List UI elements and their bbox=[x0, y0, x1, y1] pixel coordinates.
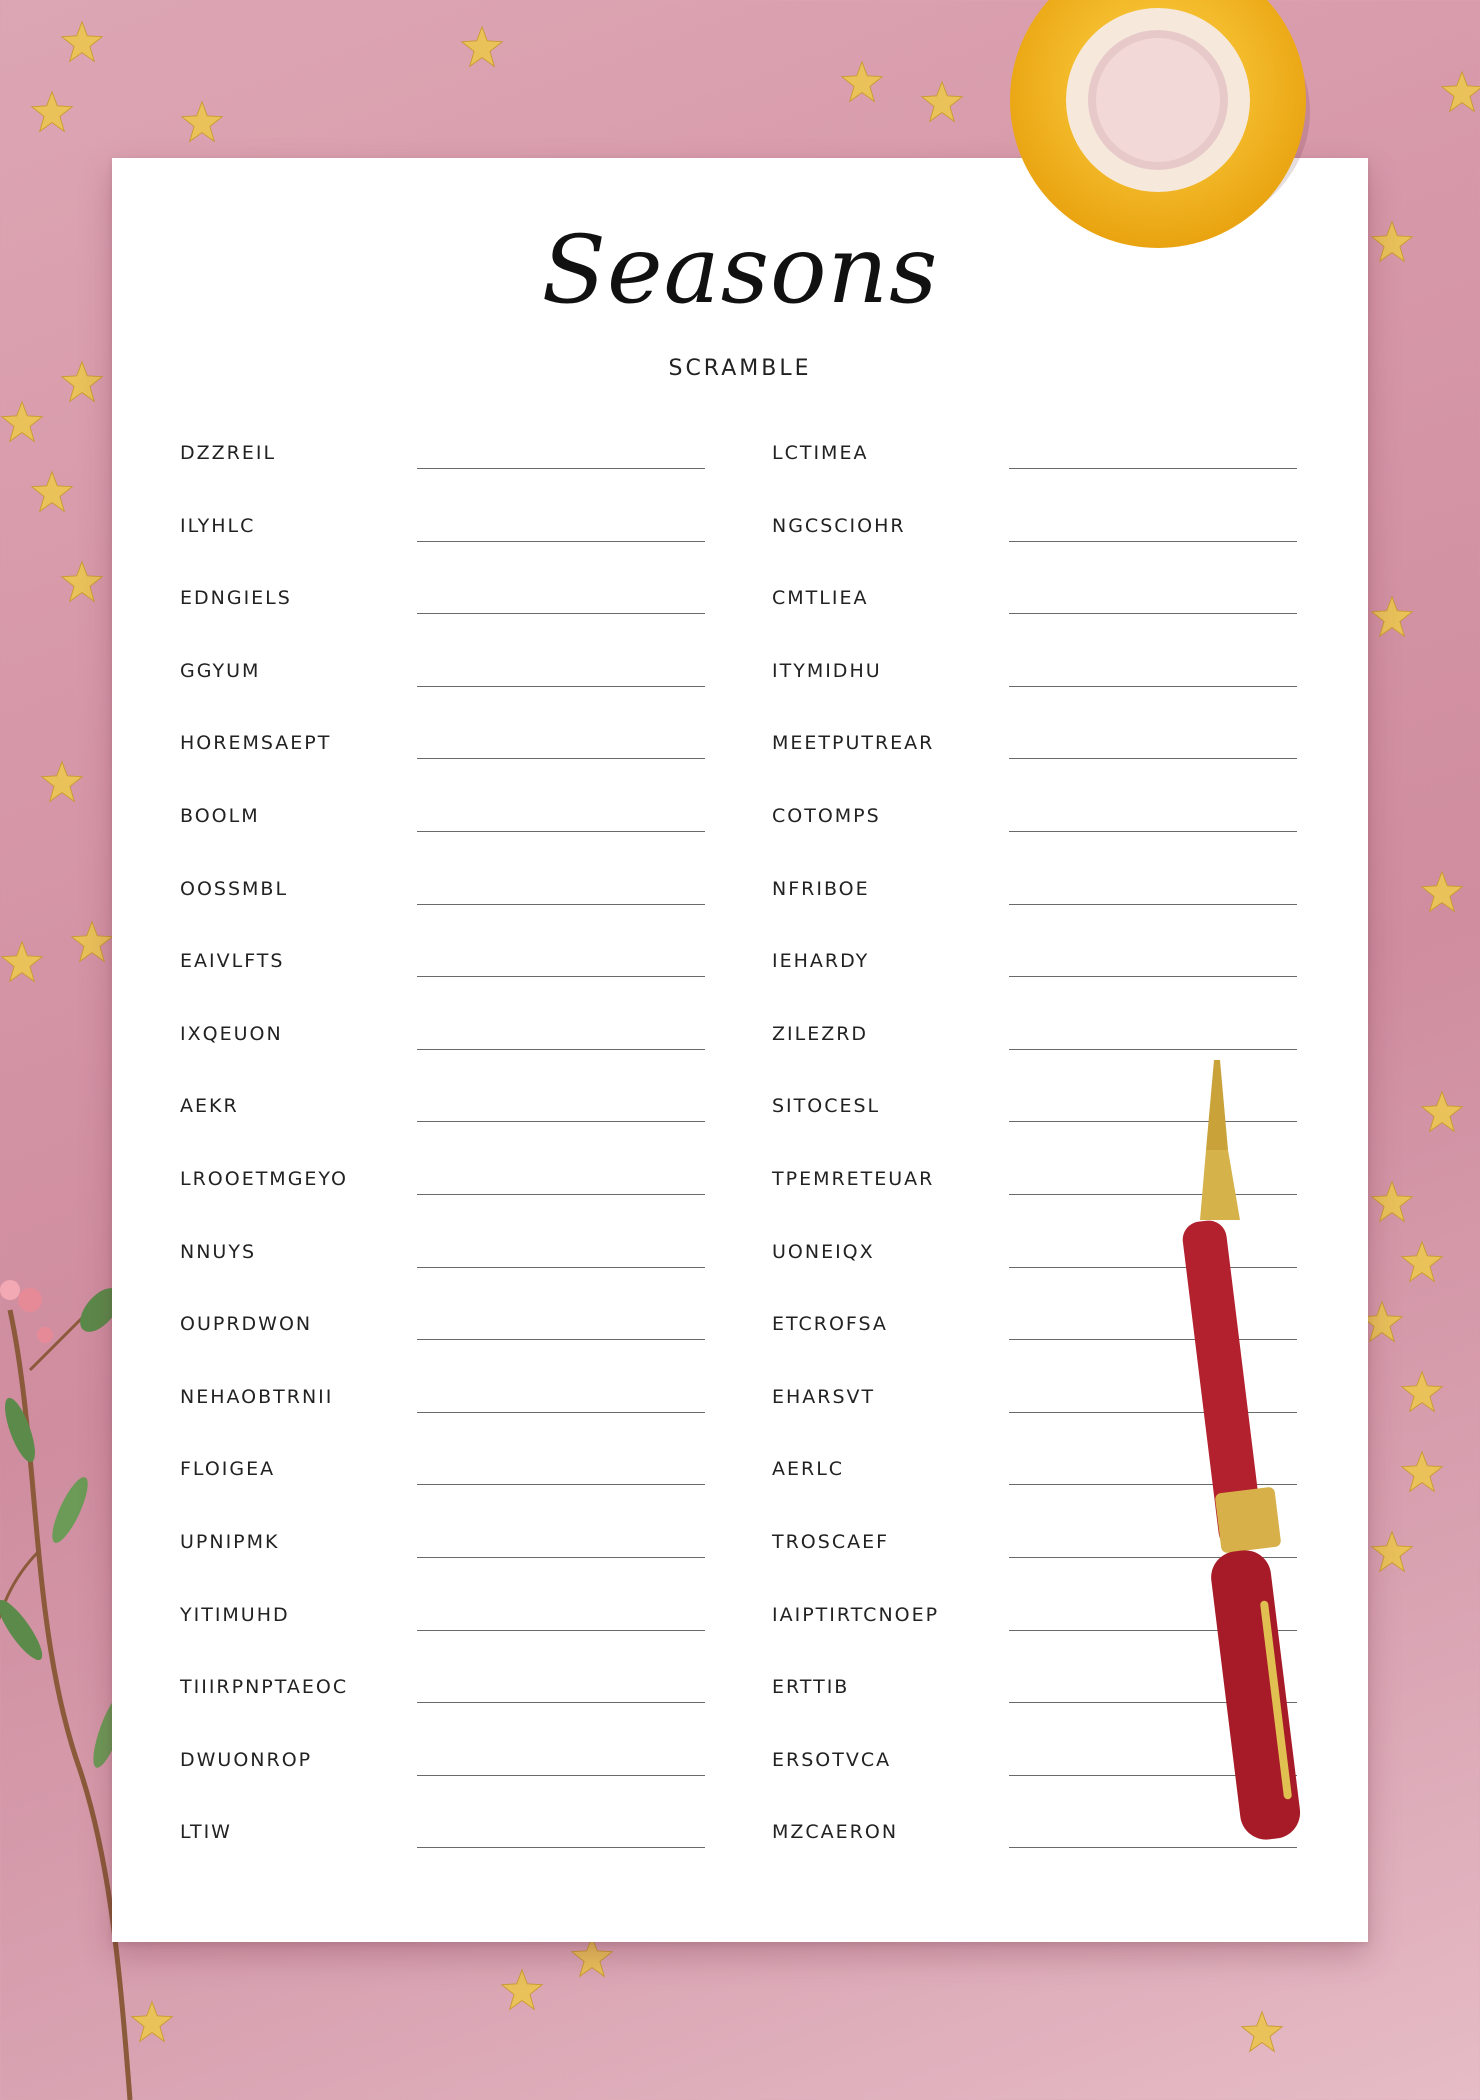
scramble-row bbox=[180, 1370, 705, 1443]
answer-line[interactable] bbox=[1009, 613, 1297, 614]
scrambled-word: EAIVLFTS bbox=[180, 950, 285, 973]
answer-line[interactable] bbox=[1009, 468, 1297, 469]
scrambled-word: NEHAOBTRNII bbox=[180, 1385, 334, 1408]
answer-line[interactable] bbox=[417, 758, 705, 759]
scramble-row bbox=[180, 426, 705, 499]
scrambled-word: IXQEUON bbox=[180, 1022, 283, 1045]
star-icon bbox=[1420, 1090, 1464, 1134]
scrambled-word: DZZREIL bbox=[180, 442, 277, 464]
scrambled-word: MEETPUTREAR bbox=[772, 732, 935, 755]
answer-line[interactable] bbox=[1009, 831, 1297, 832]
answer-line[interactable] bbox=[417, 1775, 705, 1776]
scrambled-word: LCTIMEA bbox=[772, 442, 869, 464]
scrambled-word: ETCROFSA bbox=[772, 1313, 888, 1336]
star-icon bbox=[1370, 1530, 1414, 1574]
scrambled-word: OUPRDWON bbox=[180, 1313, 313, 1336]
star-icon bbox=[40, 760, 84, 804]
left-word-column bbox=[180, 426, 705, 1878]
scrambled-word: ERTTIB bbox=[772, 1676, 850, 1699]
answer-line[interactable] bbox=[1009, 976, 1297, 977]
scramble-row bbox=[180, 1152, 705, 1225]
star-icon bbox=[30, 470, 74, 514]
scrambled-word: UONEIQX bbox=[772, 1240, 875, 1263]
star-icon bbox=[0, 400, 44, 444]
answer-line[interactable] bbox=[417, 1194, 705, 1195]
star-icon bbox=[1240, 2010, 1284, 2054]
answer-line[interactable] bbox=[417, 468, 705, 469]
star-icon bbox=[30, 90, 74, 134]
answer-line[interactable] bbox=[417, 1121, 705, 1122]
star-icon bbox=[1370, 1180, 1414, 1224]
scrambled-word: EHARSVT bbox=[772, 1385, 876, 1408]
star-icon bbox=[1400, 1450, 1444, 1494]
star-icon bbox=[1370, 595, 1414, 639]
star-icon bbox=[1400, 1240, 1444, 1284]
answer-line[interactable] bbox=[417, 1339, 705, 1340]
answer-line[interactable] bbox=[417, 904, 705, 905]
scrambled-word: LROOETMGEYO bbox=[180, 1167, 348, 1190]
scramble-row bbox=[180, 1733, 705, 1806]
answer-line[interactable] bbox=[417, 1484, 705, 1485]
scrambled-word: OOSSMBL bbox=[180, 877, 289, 900]
answer-line[interactable] bbox=[1009, 1049, 1297, 1050]
scrambled-word: IAIPTIRTCNOEP bbox=[772, 1603, 940, 1626]
star-icon bbox=[920, 80, 964, 124]
scrambled-word: ILYHLC bbox=[180, 514, 256, 537]
scramble-row bbox=[180, 1225, 705, 1298]
scrambled-word: DWUONROP bbox=[180, 1748, 313, 1771]
scrambled-word: IEHARDY bbox=[772, 950, 870, 973]
scramble-row bbox=[180, 499, 705, 572]
star-icon bbox=[460, 25, 504, 69]
scrambled-word: GGYUM bbox=[180, 659, 261, 682]
scramble-row bbox=[180, 1442, 705, 1515]
page-subtitle: SCRAMBLE bbox=[668, 356, 812, 381]
answer-line[interactable] bbox=[417, 1267, 705, 1268]
scrambled-word: UPNIPMK bbox=[180, 1530, 280, 1553]
scramble-row bbox=[772, 499, 1297, 572]
scramble-row bbox=[772, 934, 1297, 1007]
scramble-row bbox=[772, 862, 1297, 935]
scrambled-word: EDNGIELS bbox=[180, 587, 292, 610]
scrambled-word: YITIMUHD bbox=[180, 1603, 290, 1626]
scrambled-word: TIIIRPNPTAEOC bbox=[180, 1676, 349, 1699]
answer-line[interactable] bbox=[417, 1049, 705, 1050]
tape-roll-icon bbox=[1010, 0, 1310, 250]
scramble-row bbox=[772, 789, 1297, 862]
star-icon bbox=[1400, 1370, 1444, 1414]
scramble-row bbox=[180, 1805, 705, 1878]
answer-line[interactable] bbox=[1009, 541, 1297, 542]
scramble-row bbox=[180, 1515, 705, 1588]
scramble-row bbox=[180, 571, 705, 644]
scrambled-word: SITOCESL bbox=[772, 1095, 881, 1118]
scrambled-word: AERLC bbox=[772, 1458, 845, 1481]
scrambled-word: LTIW bbox=[180, 1821, 232, 1844]
answer-line[interactable] bbox=[417, 1847, 705, 1848]
star-icon bbox=[1370, 220, 1414, 264]
scrambled-word: NGCSCIOHR bbox=[772, 514, 906, 537]
pen-icon bbox=[1180, 1060, 1340, 1860]
answer-line[interactable] bbox=[417, 976, 705, 977]
star-icon bbox=[60, 20, 104, 64]
page-title: Seasons bbox=[541, 216, 939, 325]
answer-line[interactable] bbox=[1009, 686, 1297, 687]
scramble-row bbox=[180, 1588, 705, 1661]
answer-line[interactable] bbox=[1009, 758, 1297, 759]
scrambled-word: COTOMPS bbox=[772, 804, 881, 827]
scrambled-word: ERSOTVCA bbox=[772, 1748, 892, 1771]
scramble-row bbox=[772, 571, 1297, 644]
scrambled-word: TROSCAEF bbox=[772, 1530, 890, 1553]
scramble-row bbox=[180, 789, 705, 862]
scrambled-word: HOREMSAEPT bbox=[180, 732, 332, 755]
star-icon bbox=[0, 940, 44, 984]
star-icon bbox=[70, 920, 114, 964]
scramble-row bbox=[180, 1007, 705, 1080]
star-icon bbox=[180, 100, 224, 144]
answer-line[interactable] bbox=[417, 541, 705, 542]
scramble-row bbox=[180, 644, 705, 717]
scrambled-word: NFRIBOE bbox=[772, 877, 870, 900]
star-icon bbox=[60, 560, 104, 604]
scramble-row bbox=[772, 644, 1297, 717]
scramble-row bbox=[180, 1079, 705, 1152]
scramble-row bbox=[180, 1297, 705, 1370]
scrambled-word: CMTLIEA bbox=[772, 587, 869, 610]
scrambled-word: MZCAERON bbox=[772, 1821, 899, 1844]
scrambled-word: ZILEZRD bbox=[772, 1022, 869, 1045]
star-icon bbox=[840, 60, 884, 104]
star-icon bbox=[1440, 70, 1480, 114]
scramble-row bbox=[772, 426, 1297, 499]
star-icon bbox=[500, 1968, 544, 2012]
star-icon bbox=[1420, 870, 1464, 914]
answer-line[interactable] bbox=[417, 1557, 705, 1558]
scramble-row bbox=[180, 862, 705, 935]
answer-line[interactable] bbox=[417, 831, 705, 832]
scrambled-word: NNUYS bbox=[180, 1240, 256, 1263]
scrambled-word: BOOLM bbox=[180, 804, 260, 827]
answer-line[interactable] bbox=[417, 1630, 705, 1631]
scrambled-word: ITYMIDHU bbox=[772, 659, 882, 682]
answer-line[interactable] bbox=[417, 1412, 705, 1413]
scrambled-word: TPEMRETEUAR bbox=[772, 1167, 935, 1190]
scramble-row bbox=[180, 934, 705, 1007]
scramble-row bbox=[772, 716, 1297, 789]
scramble-row bbox=[180, 716, 705, 789]
answer-line[interactable] bbox=[417, 1702, 705, 1703]
answer-line[interactable] bbox=[417, 686, 705, 687]
star-icon bbox=[60, 360, 104, 404]
scrambled-word: FLOIGEA bbox=[180, 1458, 276, 1481]
scramble-row bbox=[180, 1660, 705, 1733]
answer-line[interactable] bbox=[1009, 904, 1297, 905]
scrambled-word: AEKR bbox=[180, 1095, 239, 1118]
answer-line[interactable] bbox=[417, 613, 705, 614]
